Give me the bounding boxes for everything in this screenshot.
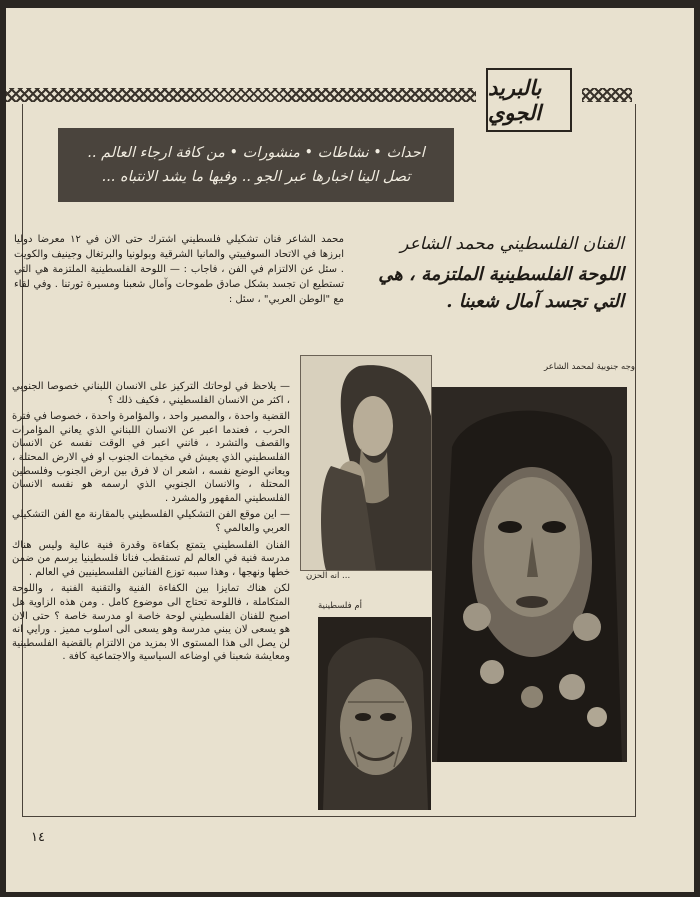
body-paragraph: — يلاحظ في لوحاتك التركيز على الانسان اللبناني خصوصا الجنوبي ، اكثر من الانسان الفلسطيني ، فكيف ذلك ؟ <box>12 381 290 406</box>
page-number: ١٤ <box>31 830 45 845</box>
body-paragraph: لكن هناك تمايزا بين الكفاءة الفنية والتقنية الفنية ، واللوحة المتكاملة ، فاللوحة تحتاج الى موضوع كامل . ومن هذه الزاوية هل اصبح للفنان الفلسطيني لوحة خاصة او مدرسة خاصة ؟ حتى الان هو يسعى لان يبني مدرسة وهو يسعى الى اسلوب مميز . ورايي انه لن يصل الى هذا المستوى الا بمزيد من الالتزام بالقضية الفلسطينية ومعايشة شعبنا في اوضاعه السياسية والاجتماعية كافة . <box>12 583 290 663</box>
caption-face: وجه جنوبية لمحمد الشاعر <box>544 362 635 372</box>
headline-line-2: اللوحة الفلسطينية الملتزمة ، هي <box>378 264 624 285</box>
section-title: بالبريد الجوي <box>488 75 542 125</box>
body-paragraph: الفنان الفلسطيني يتمتع بكفاءة وقدرة فنية عالية وليس هناك مدرسة فنية في العالم لم تستقطب فنانا فلسطينيا يرسم من ضمن خطها ونهجها ، وهذا سببه توزع الفنانين الفلسطينيين في العالم . <box>12 539 290 578</box>
painting-sorrow <box>300 355 432 571</box>
decorative-border-left <box>6 88 476 102</box>
caption-mother: أم فلسطينية <box>318 601 363 611</box>
decorative-border-right <box>582 88 632 102</box>
section-title-box <box>486 68 572 132</box>
banner-line-1: احداث • نشاطات • منشورات • من كافة ارجاء العالم .. <box>87 145 425 161</box>
body-paragraph: — اين موقع الفن التشكيلي الفلسطيني بالمقارنة مع الفن التشكيلي العربي والعالمي ؟ <box>12 509 290 534</box>
article-intro: محمد الشاعر فنان تشكيلي فلسطيني اشترك حتى الان في ١٢ معرضا دوليا ابرزها في الاتحاد السوفييتي والمانيا الشرقية وبولونيا والبرتغال وجينيف والكويت . سئل عن الالتزام في الفن ، فاجاب : — اللوحة الفلسطينية الملتزمة هي التي تستطيع ان تجسد بشكل صادق طموحات وآمال شعبنا ومسيرة ثورتنا . وفي لقاء مع "الوطن العربي" ، سئل : <box>14 234 344 305</box>
headline-line-3: التي تجسد آمال شعبنا . <box>446 291 624 312</box>
painting-southern-face <box>432 387 627 762</box>
banner-line-2: تصل الينا اخبارها عبر الجو .. وفيها ما يشد الانتباه ... <box>101 169 411 185</box>
painting-palestinian-mother <box>318 617 431 810</box>
body-paragraph: القضية واحدة ، والمصير واحد ، والمؤامرة واحدة ، خصوصا في فترة الحرب ، فعندما اعبر عن الانسان اللبناني الذي يعاني المؤامرات والقصف والتشرد ، فانني اعبر في الوقت نفسه عن الانسان الفلسطيني الذي يعيش في مخيمات الجنوب او في الارض المحتلة ، ويعاني الوضع نفسه ، اشعر ان لا فرق بين ارض الجنوب وفلسطين المحتلة ، والانسان الجنوبي الذي ارسمه هو نفسه الانسان الفلسطيني المقهور والمشرد . <box>12 411 290 504</box>
headline-line-1: الفنان الفلسطيني محمد الشاعر <box>400 234 624 254</box>
article-headline <box>358 234 624 312</box>
article-body <box>12 380 290 667</box>
caption-sorrow: ... انه الحزن <box>306 571 351 581</box>
intro-banner <box>58 128 454 202</box>
